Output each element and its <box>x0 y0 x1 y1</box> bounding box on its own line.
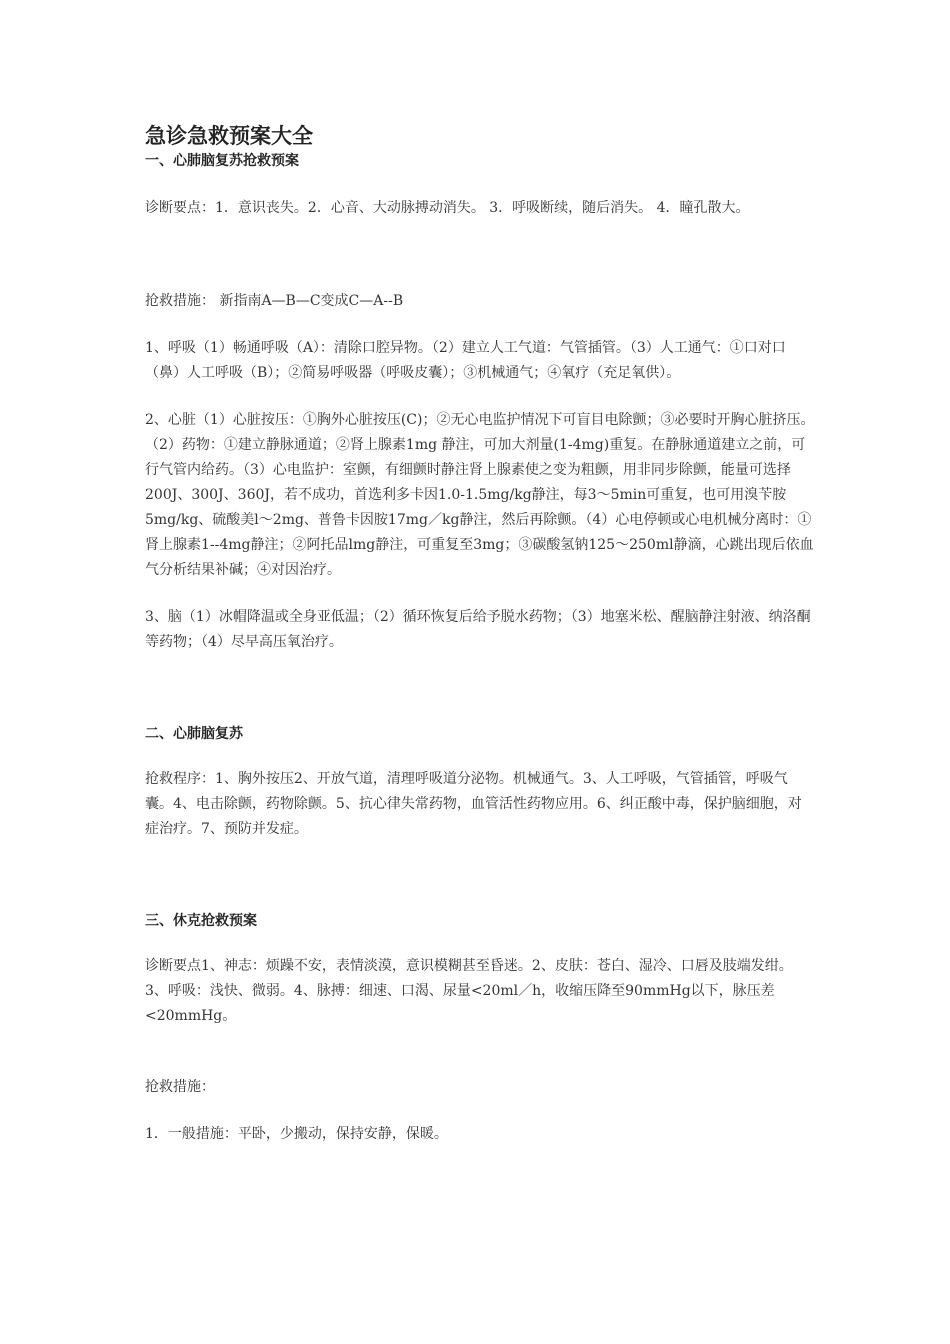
section2-heading: 二、心肺脑复苏 <box>145 726 243 742</box>
spacer <box>145 386 815 408</box>
spacer <box>145 932 815 954</box>
document-body <box>145 122 815 1147</box>
section1-heading: 一、心肺脑复苏抢救预案 <box>145 153 299 169</box>
section1-diagnosis: 诊断要点：1．意识丧失。2．心音、大动脉搏动消失。 3．呼吸断续，随后消失。 4．瞳孔散大。 <box>145 200 750 216</box>
spacer <box>145 655 815 723</box>
section1-paragraph-brain: 3、脑（1）冰帽降温或全身亚低温；（2）循环恢复后给予脱水药物；（3）地塞米松、醒脑静注射液、纳洛酮等药物；（4）尽早高压氧治疗。 <box>145 609 811 650</box>
section2-procedure: 抢救程序：1、胸外按压2、开放气道，清理呼吸道分泌物。机械通气。3、人工呼吸，气管插管，呼吸气囊。4、电击除颤，药物除颤。5、抗心律失常药物，血管活性药物应用。6、纠正酸中毒，保护脑细胞，对症治疗。7、预防并发症。 <box>145 771 802 837</box>
spacer <box>145 172 815 196</box>
section1-measures-heading: 抢救措施： 新指南A—B—C变成C—A--B <box>145 293 404 309</box>
spacer <box>145 745 815 767</box>
section1-paragraph-heart: 2、心脏（1）心脏按压：①胸外心脏按压(C)；②无心电监护情况下可盲目电除颤；③必要时开胸心脏挤压。（2）药物：①建立静脉通道；②肾上腺素1mg 静注，可加大剂量(1-4mg)重复。在静脉通道建立之前，可行气管内给药。（3）心电监护：室颤，有细颤时静注肾上腺素使之变为粗颤，用非同步除颤，能量可选择200J、300J、360J，若不成功，首选利多卡因1.0-1.5mg/kg静注，每3～5min可重复，也可用溴苄胺5mg/kg、硫酸美l～2mg、普鲁卡因胺17mg／kg静注，然后再除颤。（4）心电停顿或心电机械分离时：①肾上腺素1--4mg静注；②阿托品lmg静注，可重复至3mg；③碳酸氢钠125～250ml静滴，心跳出现后依血气分析结果补碱；④对因治疗。 <box>145 412 815 578</box>
section3-measure-1: 1．一般措施：平卧，少搬动，保持安静，保暖。 <box>145 1126 448 1142</box>
spacer <box>145 583 815 605</box>
spacer <box>145 314 815 336</box>
spacer <box>145 221 815 289</box>
spacer <box>145 1100 815 1122</box>
spacer <box>145 1029 815 1075</box>
spacer <box>145 842 815 910</box>
section1-paragraph-breathing: 1、呼吸（1）畅通呼吸（A）：清除口腔异物。（2）建立人工气道：气管插管。（3）人工通气：①口对口（鼻）人工呼吸（B）；②简易呼吸器（呼吸皮囊）；③机械通气；④氧疗（充足氧供）。 <box>145 340 786 381</box>
document-title: 急诊急救预案大全 <box>145 124 313 148</box>
section3-diagnosis: 诊断要点1、神志：烦躁不安，表情淡漠，意识模糊甚至昏迷。2、皮肤：苍白、湿冷、口唇及肢端发绀。3、呼吸：浅快、微弱。4、脉搏：细速、口渴、尿量<20ml／h，收缩压降至90mmHg以下，脉压差<20mmHg。 <box>145 958 793 1024</box>
section3-heading: 三、休克抢救预案 <box>145 913 257 929</box>
section3-measures-heading: 抢救措施： <box>145 1079 215 1095</box>
